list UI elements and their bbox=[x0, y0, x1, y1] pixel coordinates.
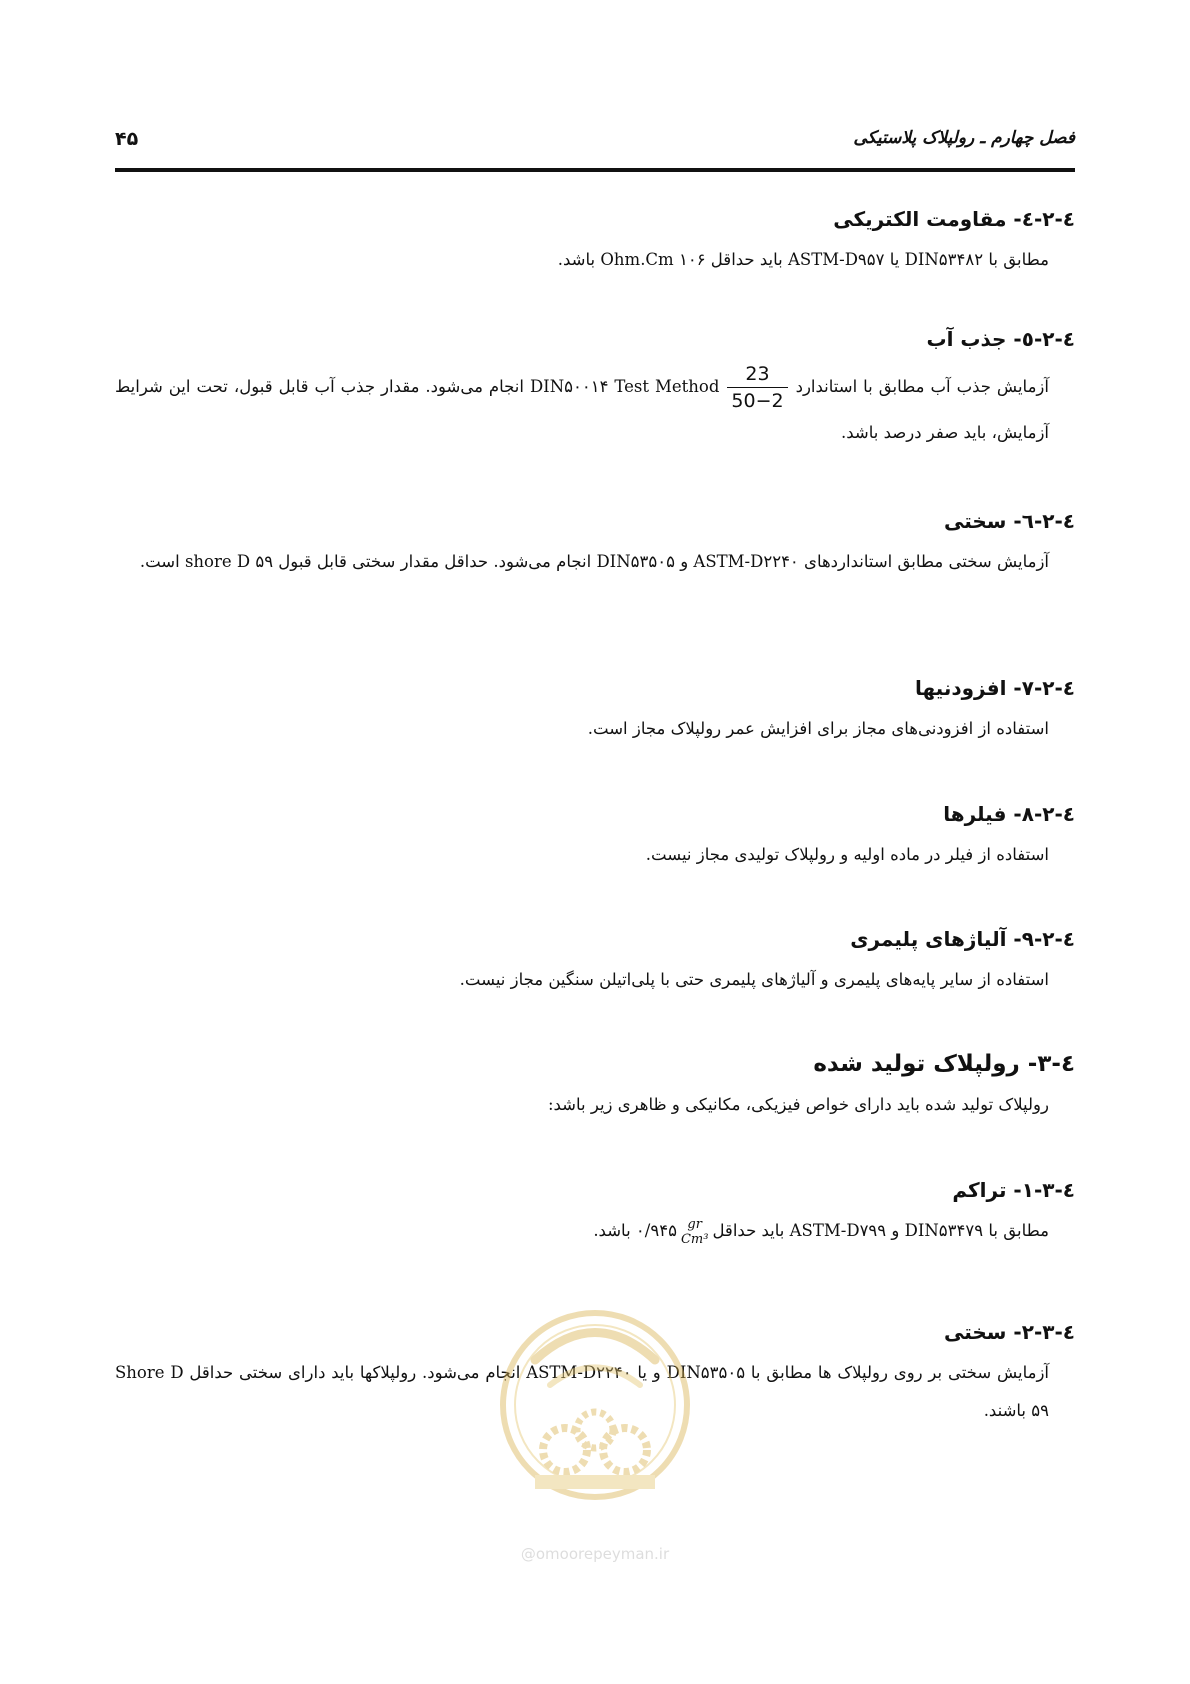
section-produced-wallplug bbox=[115, 1050, 1075, 1124]
fraction bbox=[727, 361, 787, 414]
section-title: ٤-٣- رولپلاک تولید شده bbox=[813, 1051, 1075, 1077]
section-title: ٤-٢-٦- سختی bbox=[943, 509, 1075, 533]
section-text: استفاده از افزودنی‌های مجاز برای افزایش عمر رولپلاک مجاز است. bbox=[587, 719, 1049, 738]
unit-numerator: gr bbox=[687, 1216, 702, 1232]
section-hardness bbox=[115, 507, 1075, 581]
section-fillers bbox=[115, 800, 1075, 874]
section-title: ٤-٢-٧- افزودنیها bbox=[914, 676, 1075, 700]
watermark-site: @omoorepeyman.ir bbox=[520, 1545, 670, 1563]
section-text: آزمایش سختی بر روی رولپلاک ها مطابق با DIN۵۳۵۰۵ و یا ASTM-D۲۲۴۰ انجام می‌شود. رولپلاکها باید دارای سختی حداقل Shore D ۵۹ باشند. bbox=[115, 1363, 1049, 1420]
section-water-absorption bbox=[115, 325, 1075, 452]
section-title: ٤-٣-١- تراکم bbox=[952, 1178, 1075, 1202]
section-title: ٤-٢-٩- آلیاژهای پلیمری bbox=[850, 927, 1075, 951]
fraction-numerator: 23 bbox=[727, 361, 787, 388]
density-unit bbox=[681, 1217, 709, 1247]
section-text bbox=[115, 361, 1049, 452]
section-electrical-resistance bbox=[115, 205, 1075, 279]
unit-denominator: Cm³ bbox=[680, 1231, 709, 1247]
section-text: مطابق با DIN۵۳۴۸۲ یا ASTM-D۹۵۷ باید حداقل ۱۰۶ Ohm.Cm باشد. bbox=[557, 250, 1049, 269]
section-text: آزمایش سختی مطابق استانداردهای ASTM-D۲۲۴۰ و DIN۵۳۵۰۵ انجام می‌شود. حداقل مقدار سختی قابل قبول shore D ۵۹ است. bbox=[139, 552, 1049, 571]
watermark-logo bbox=[495, 1265, 695, 1565]
page-number: ۴۵ bbox=[115, 128, 139, 150]
section-title: ٤-٢-٥- جذب آب bbox=[926, 327, 1075, 351]
fraction-denominator: 50−2 bbox=[731, 390, 784, 412]
section-additives bbox=[115, 674, 1075, 748]
section-text: استفاده از سایر پایه‌های پلیمری و آلیاژهای پلیمری حتی با پلی‌اتیلن سنگین مجاز نیست. bbox=[459, 970, 1049, 989]
section-title: ٤-٢-٤- مقاومت الکتریکی bbox=[833, 207, 1075, 231]
text-before-unit: مطابق با DIN۵۳۴۷۹ و ASTM-D۷۹۹ باید حداقل bbox=[712, 1221, 1049, 1240]
chapter-title: فصل چهارم ـ رولپلاک پلاستیکی bbox=[853, 128, 1075, 148]
section-text: رولپلاک تولید شده باید دارای خواص فیزیکی، مکانیکی و ظاهری زیر باشد: bbox=[547, 1095, 1049, 1114]
page-header bbox=[115, 128, 1075, 168]
section-polymer-alloys bbox=[115, 925, 1075, 999]
section-title: ٤-٣-٢- سختی bbox=[943, 1320, 1075, 1344]
section-density bbox=[115, 1176, 1075, 1250]
section-title: ٤-٢-٨- فیلرها bbox=[943, 802, 1075, 826]
text-before-fraction: آزمایش جذب آب مطابق با استاندارد bbox=[795, 377, 1049, 396]
watermark-seal-icon bbox=[495, 1265, 695, 1545]
text-after-unit: ۰/۹۴۵ باشد. bbox=[593, 1221, 677, 1240]
header-rule bbox=[115, 168, 1075, 172]
text-after-fraction: DIN۵۰۰۱۴ Test Method انجام می‌شود. مقدار جذب آب قابل قبول، تحت این شرایط آزمایش، باید صفر درصد باشد. bbox=[115, 377, 1049, 442]
section-text: استفاده از فیلر در ماده اولیه و رولپلاک تولیدی مجاز نیست. bbox=[645, 845, 1049, 864]
section-text bbox=[115, 1212, 1049, 1250]
